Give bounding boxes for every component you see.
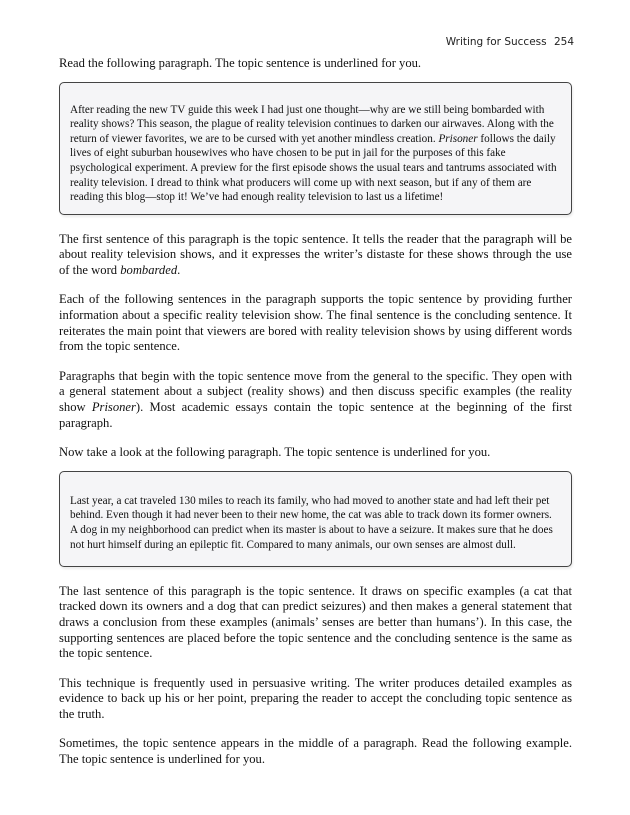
example-text-part1: After reading the new TV guide this week I had just one thought—why are we still being bombarded with reality shows? This season, the plague of reality television continues to darken our airwaves. Along with the return of viewer favorites, we are to be cursed with yet another mindless creation. [70,103,554,145]
body-paragraph-4: The last sentence of this paragraph is the topic sentence. It draws on specific examples (a cat that tracked down its owners and a dog that can predict seizures) and then makes a general statement that draws a conclusion from these examples (animals’ senses are better than humans’). In this case, the supporting sentences are placed before the topic sentence and the concluding sentence is the same as the topic sentence. [59,583,572,661]
body-paragraph-3-italic: Prisoner [91,399,136,414]
page-number: 254 [553,36,574,48]
body-paragraph-6: Sometimes, the topic sentence appears in the middle of a paragraph. Read the following example. The topic sentence is underlined for you. [59,736,572,767]
body-paragraph-1-italic: bombarded [120,262,178,277]
example-box-animals [59,471,572,567]
body-paragraph-1-end: . [177,262,181,277]
intro-paragraph-2: Now take a look at the following paragraph. The topic sentence is underlined for you. [59,445,491,460]
running-header [59,36,574,56]
body-paragraph-3-text: Paragraphs that begin with the topic sentence move from the general to the specific. They open with a general statement about a subject (reality shows) and then discuss specific examples (the reality show [59,368,572,414]
body-paragraph-3 [59,369,572,431]
intro-paragraph-1: Read the following paragraph. The topic sentence is underlined for you. [59,56,422,70]
example-box-reality-tv [59,82,572,215]
body-paragraph-3-end: ). Most academic essays contain the topic sentence at the beginning of the first paragraph. [59,399,572,430]
body-paragraph-5: This technique is frequently used in persuasive writing. The writer produces detailed examples as evidence to back up his or her point, preparing the reader to accept the concluding topic sentence as the truth. [59,675,572,721]
example-text-part2: follows the daily lives of eight suburban housewives who have chosen to be put in jail for the purposes of this fake psychological experiment. A preview for the first episode shows the usual tears and tantrums associated with reality television. I dread to think what producers will come up with next season, but if any of them are reading this blog—stop it! We’ve had enough reality television to last us a lifetime! [70,132,557,204]
example-paragraph-reality-tv [70,103,559,205]
example-italic-prisoner: Prisoner [438,132,478,145]
body-paragraph-2: Each of the following sentences in the paragraph supports the topic sentence by providing further information about a specific reality television show. The final sentence is the concluding sentence. It reiterates the main point that viewers are bored with reality television shows by using different words from the topic sentence. [59,292,572,354]
example-paragraph-animals: Last year, a cat traveled 130 miles to reach its family, who had moved to another state and had left their pet behind. Even though it had never been to their new home, the cat was able to track down its former owners. A dog in my neighborhood can predict when its master is about to have a seizure. It makes sure that he does not hurt himself during an epileptic fit. Compared to many animals, our own senses are almost dull. [70,494,553,551]
body-paragraph-1-text: The first sentence of this paragraph is the topic sentence. It tells the reader that the paragraph will be about reality television shows, and it expresses the writer’s distaste for these shows through the use of the word [59,231,572,277]
running-title: Writing for Success [445,36,547,48]
body-paragraph-1 [59,232,572,279]
